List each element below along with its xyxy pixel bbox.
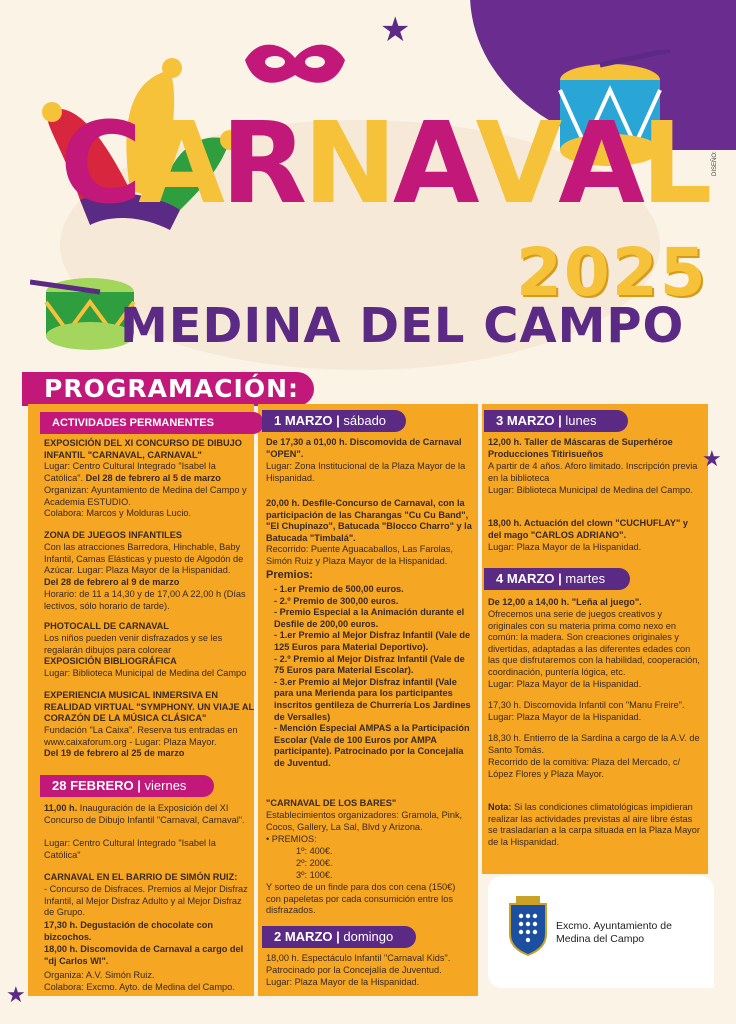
mar4-event-1-title: De 12,00 a 14,00 h. "Leña al juego".	[488, 597, 642, 607]
title-letter: N	[303, 99, 393, 229]
expo-title: EXPOSICIÓN DEL XI CONCURSO DE DIBUJO INFANTIL "CARNAVAL, CARNAVAL"	[44, 438, 242, 460]
bares-title: "CARNAVAL DE LOS BARES"	[266, 798, 397, 808]
coat-of-arms-icon	[506, 894, 550, 956]
barrio-title: CARNAVAL EN EL BARRIO DE SIMÓN RUIZ:	[44, 872, 238, 882]
barrio-event-2: 18,00 h. Discomovida de Carnaval a cargo del "dj Carlos Wl".	[44, 944, 244, 966]
barrio-org: Organiza: A.V. Simón Ruiz.	[44, 970, 155, 980]
photocall-desc: Los niños pueden venir disfrazados y se les regalarán dibujos para colorear	[44, 633, 223, 655]
bares-premio-2: 2º: 200€.	[296, 858, 333, 868]
bares-sorteo: Y sorteo de un finde para dos con cena (150€) con papeletas por cada consumición entre los disfrazados.	[266, 882, 456, 916]
title-letter: A	[558, 99, 641, 229]
star-icon: ★	[380, 11, 411, 49]
mar1-event-2: 20,00 h. Desfile-Concurso de Carnaval, con la participación de las Charangas "Cu Cu Band", "El Chupinazo", Batucada "Blocco Charro" y la Batucada "Timbalá".	[266, 498, 472, 543]
carnaval-title	[60, 99, 709, 229]
mar4-event-3-recorrido: Recorrido de la comitiva: Plaza del Mercado, c/ López Flores y Plaza Mayor.	[488, 757, 680, 779]
mar1-event-1: De 17,30 a 01,00 h. Discomovida de Carnaval "OPEN".	[266, 437, 462, 459]
premio-item: - 1.er Premio de 500,00 euros.	[274, 584, 404, 594]
design-credit: DISEÑO:	[712, 151, 718, 176]
star-icon: ★	[702, 446, 722, 471]
mar4-event-1-desc: Ofrecemos una serie de juegos creativos y originales con su materia prima como nexo en común: la madera. Son creaciones originales y divertidas, adaptadas a las diferentes edades con las que disfrutaremos con la habilidad, cooperación, coordinación, puntería lógica, etc.	[488, 609, 700, 677]
biblio-title: EXPOSICIÓN BIBLIOGRÁFICA	[44, 656, 177, 666]
mar3-event-1: 12,00 h. Taller de Máscaras de Superhéroe Producciones Titirisueños	[488, 437, 673, 459]
ayuntamiento-name	[556, 920, 672, 946]
mar4-event-2: 17,30 h. Discomovida Infantil con "Manu Freire". Lugar: Plaza Mayor de la Hispanidad.	[488, 700, 685, 722]
mar1-event-1-lugar: Lugar: Zona Institucional de la Plaza Mayor de la Hispanidad.	[266, 461, 466, 483]
photocall-title: PHOTOCALL DE CARNAVAL	[44, 621, 169, 631]
ayuntamiento-line-2: Medina del Campo	[556, 933, 645, 945]
premios-list	[274, 584, 472, 770]
mar3-event-2-lugar: Lugar: Plaza Mayor de la Hispanidad.	[488, 542, 642, 552]
zona-fecha: Del 28 de febrero al 9 de marzo	[44, 577, 180, 587]
barrio-col: Colabora: Excmo. Ayto. de Medina del Campo.	[44, 982, 235, 992]
permanentes-header: ACTIVIDADES PERMANENTES	[40, 412, 264, 434]
vr-desc: Fundación "La Caixa". Reserva tus entradas en www.caixaforum.org - Lugar: Plaza Mayor.	[44, 725, 238, 747]
zona-horario: Horario: de 11 a 14,30 y de 17,00 A 22,00 h (Días lectivos, sólo horario de tarde).	[44, 589, 246, 611]
feb28-header: 28 FEBRERO | viernes	[40, 775, 214, 797]
title-letter: A	[138, 99, 221, 229]
premio-item: - Mención Especial AMPAS a la Participación Escolar (Vale de 100 Euros por AMPA participante). Patrocinado por la Concejalía de Juventud.	[274, 723, 470, 768]
mar1-event-2-recorrido: Recorrido: Puente Aguacaballos, Las Farolas, Simón Ruiz y Plaza Mayor de la Hispanidad.	[266, 544, 453, 566]
expo-org: Organizan: Ayuntamiento de Medina del Campo y Academia ESTUDIO.	[44, 485, 247, 507]
bares-premio-1: 1º: 400€.	[296, 846, 333, 856]
mar2-header: 2 MARZO | domingo	[262, 926, 416, 948]
title-letter: A	[392, 99, 476, 229]
zona-title: ZONA DE JUEGOS INFANTILES	[44, 530, 182, 540]
title-letter: R	[220, 99, 304, 229]
premio-item: - 2.º Premio al Mejor Disfraz Infantil (Vale de 75 Euros para Material Escolar).	[274, 653, 465, 676]
feb28-event-1: 11,00 h. Inauguración de la Exposición del XI Concurso de Dibujo Infantil "Carnaval, Carnaval".	[44, 803, 245, 825]
zona-desc: Con las atracciones Barredora, Hinchable, Baby Infantil, Camas Elásticas y puesto de Algodón de Azúcar. Lugar: Plaza Mayor de la Hispanidad.	[44, 542, 244, 576]
mar4-event-3: 18,30 h. Entierro de la Sardina a cargo de la A.V. de Santo Tomás.	[488, 733, 700, 755]
bares-desc: Establecimientos organizadores: Gramola, Pink, Cocos, Gallery, La Sal, Blvd y Arizona.	[266, 810, 463, 832]
nota: Nota: Si las condiciones climatológicas impidieran realizar las actividades previstas al aire libre éstas se trasladarían a la carpa situada en la Plaza Mayor de la Hispanidad.	[488, 802, 700, 847]
premio-item: - 1.er Premio al Mejor Disfraz Infantil (Vale de 125 Euros para Material Deportivo).	[274, 630, 471, 652]
title-letter: C	[60, 99, 139, 229]
vr-fecha: Del 19 de febrero al 25 de marzo	[44, 748, 185, 758]
bares-premios: • PREMIOS:	[266, 834, 317, 844]
mar2-lugar: Lugar: Plaza Mayor de la Hispanidad.	[266, 977, 420, 987]
mar1-header: 1 MARZO | sábado	[262, 410, 406, 432]
carnival-mask-icon	[240, 30, 350, 100]
premio-item: - 2.º Premio de 300,00 euros.	[274, 595, 399, 606]
ayuntamiento-line-1: Excmo. Ayuntamiento de	[556, 920, 672, 932]
feb28-event-1-lugar: Lugar: Centro Cultural Integrado "Isabel la Católica"	[44, 838, 216, 860]
mar3-event-1-lugar: Lugar: Biblioteca Municipal de Medina del Campo.	[488, 485, 693, 495]
title-letter: L	[640, 99, 709, 229]
bares-premio-3: 3º: 100€.	[296, 870, 333, 880]
mar2-event: 18,00 h. Espectáculo Infantil "Carnaval Kids". Patrocinado por la Concejalía de Juventud.	[266, 953, 451, 975]
mar3-event-2: 18,00 h. Actuación del clown "CUCHUFLAY" y del mago "CARLOS ADRIANO".	[488, 518, 688, 540]
expo-col: Colabora: Marcos y Molduras Lucio.	[44, 508, 192, 518]
year-title: 2025	[516, 234, 708, 311]
vr-title: EXPERIENCIA MUSICAL INMERSIVA EN REALIDAD VIRTUAL "SYMPHONY. UN VIAJE AL CORAZÓN DE LA MÚSICA CLÁSICA"	[44, 690, 254, 724]
barrio-desc: - Concurso de Disfraces. Premios al Mejor Disfraz Infantil, al Mejor Disfraz Adulto y al Mejor Disfraz de Grupo.	[44, 884, 248, 918]
premio-item: - 3.er Premio al Mejor Disfraz infantil (Vale para una Merienda para los participantes inscritos gentileza de Churrería Los Jardines de Versalles)	[274, 676, 471, 722]
mar4-header: 4 MARZO | martes	[484, 568, 630, 590]
mar3-event-1-desc: A partir de 4 años. Aforo limitado. Inscripción previa en la biblioteca	[488, 461, 698, 483]
star-icon: ★	[6, 982, 26, 1007]
title-letter: V	[475, 99, 559, 229]
barrio-event-1: 17,30 h. Degustación de chocolate con bizcochos.	[44, 920, 213, 942]
mar4-event-1-lugar: Lugar: Plaza Mayor de la Hispanidad.	[488, 679, 642, 689]
hero-header	[0, 0, 736, 380]
city-title: MEDINA DEL CAMPO	[120, 298, 685, 354]
expo-lugar: Lugar: Centro Cultural Integrado "Isabel la Católica". Del 28 de febrero al 5 de marzo	[44, 461, 221, 483]
programacion-title: PROGRAMACIÓN:	[44, 374, 299, 403]
premios-title: Premios:	[266, 569, 314, 581]
biblio-lugar: Lugar: Biblioteca Municipal de Medina del Campo	[44, 668, 247, 678]
mar3-header: 3 MARZO | lunes	[484, 410, 628, 432]
premio-item: - Premio Especial a la Animación durante el Desfile de 200,00 euros.	[274, 607, 465, 629]
